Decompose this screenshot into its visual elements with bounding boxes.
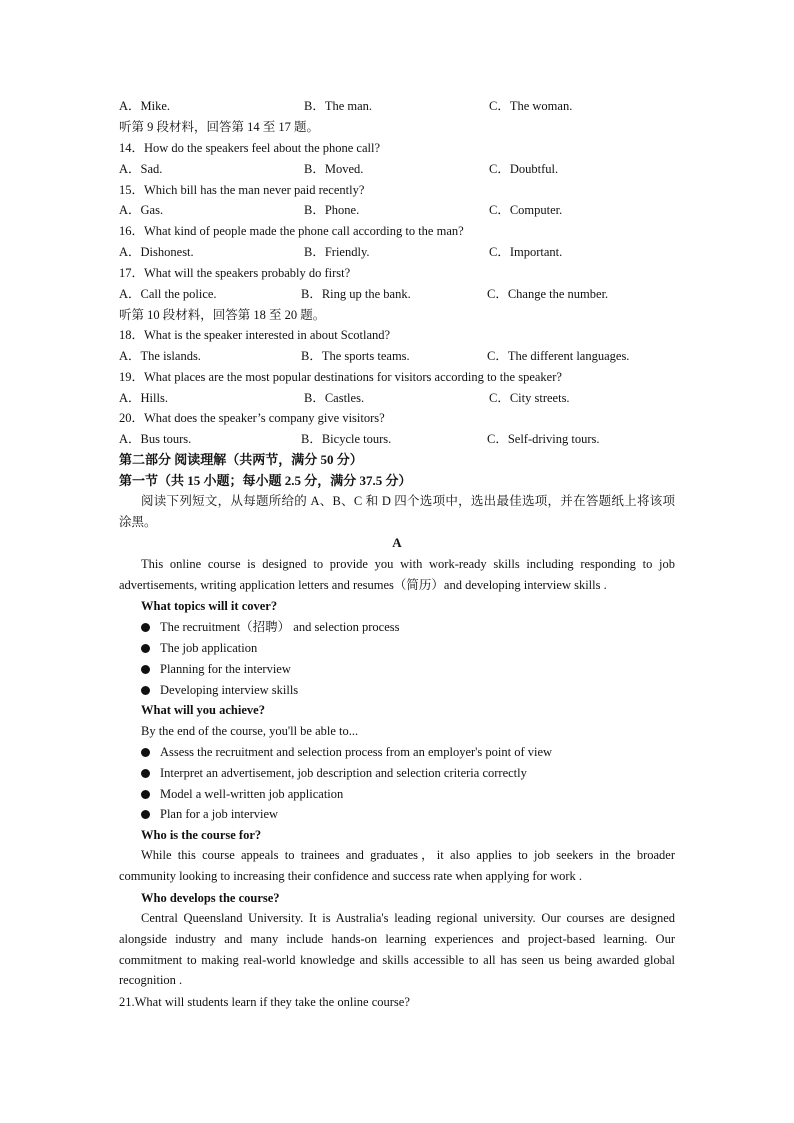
question-stem: 18．What is the speaker interested in about Scotland?: [119, 328, 391, 342]
option-a: A．Dishonest.: [119, 245, 194, 259]
bullet-icon: [141, 790, 150, 799]
option-c: C．Computer.: [489, 203, 563, 217]
option-a: A．Gas.: [119, 203, 164, 217]
passage-intro: This online course is designed to provide you with work-ready skills including responding to job advertisements, writing application letters and resumes（简历）and developing interview skills .: [119, 557, 675, 592]
question-stem: 20．What does the speaker’s company give visitors?: [119, 411, 385, 425]
heading-audience: Who is the course for?: [141, 828, 262, 842]
list-item: Developing interview skills: [141, 682, 661, 698]
list-item: Plan for a job interview: [141, 806, 661, 822]
heading-developer: Who develops the course?: [141, 891, 280, 905]
option-b: B．Phone.: [304, 203, 360, 217]
question-stem: 19．What places are the most popular destinations for visitors according to the speaker?: [119, 370, 562, 384]
bullet-icon: [141, 623, 150, 632]
option-c: C．Change the number.: [487, 287, 609, 301]
list-item: Planning for the interview: [141, 661, 661, 677]
list-item: The job application: [141, 640, 661, 656]
option-a: A．Hills.: [119, 391, 168, 405]
passage-label: A: [392, 535, 402, 550]
part2-title: 第二部分 阅读理解（共两节，满分 50 分）: [119, 452, 363, 467]
question-stem: 17．What will the speakers probably do first?: [119, 266, 351, 280]
heading-achieve: What will you achieve?: [141, 703, 265, 717]
q13-option-c: C．The woman.: [489, 99, 573, 113]
list-item: Interpret an advertisement, job description and selection criteria correctly: [141, 765, 661, 781]
option-c: C．Self-driving tours.: [487, 432, 600, 446]
question-21-stem: 21.What will students learn if they take the online course?: [119, 995, 410, 1009]
option-c: C．City streets.: [489, 391, 570, 405]
section1-title: 第一节（共 15 小题；每小题 2.5 分，满分 37.5 分）: [119, 473, 412, 488]
audience-text: While this course appeals to trainees and graduates，it also applies to job seekers in the broader community looking to increasing their confidence and success rate when applying for work .: [119, 848, 675, 883]
option-b: B．Friendly.: [304, 245, 370, 259]
q13-option-a: A．Mike.: [119, 99, 171, 113]
option-a: A．Sad.: [119, 162, 163, 176]
option-b: B．Castles.: [304, 391, 365, 405]
option-a: A．Bus tours.: [119, 432, 192, 446]
option-b: B．The sports teams.: [301, 349, 410, 363]
list-item: Assess the recruitment and selection process from an employer's point of view: [141, 744, 661, 760]
option-b: B．Bicycle tours.: [301, 432, 392, 446]
option-b: B．Ring up the bank.: [301, 287, 411, 301]
question-stem: 14．How do the speakers feel about the phone call?: [119, 141, 381, 155]
option-a: A．Call the police.: [119, 287, 217, 301]
question-stem: 16．What kind of people made the phone call according to the man?: [119, 224, 464, 238]
achieve-lead: By the end of the course, you'll be able to...: [141, 724, 359, 738]
bullet-icon: [141, 769, 150, 778]
heading-topics: What topics will it cover?: [141, 599, 278, 613]
question-stem: 15．Which bill has the man never paid recently?: [119, 183, 365, 197]
bullet-icon: [141, 644, 150, 653]
section10-heading: 听第 10 段材料，回答第 18 至 20 题。: [119, 308, 326, 322]
bullet-icon: [141, 810, 150, 819]
option-c: C．Doubtful.: [489, 162, 559, 176]
option-c: C．The different languages.: [487, 349, 630, 363]
developer-text: Central Queensland University. It is Australia's leading regional university. Our courses are designed alongside industry and many include hands-on learning experiences and project-based learning. Our commitment to making real-world knowledge and skills accessible to all has seen us being awarded global recognition .: [119, 911, 675, 988]
option-b: B．Moved.: [304, 162, 364, 176]
q13-option-b: B．The man.: [304, 99, 373, 113]
section9-heading: 听第 9 段材料，回答第 14 至 17 题。: [119, 120, 320, 134]
option-c: C．Important.: [489, 245, 563, 259]
bullet-icon: [141, 748, 150, 757]
list-item: The recruitment（招聘） and selection process: [141, 619, 661, 635]
bullet-icon: [141, 665, 150, 674]
bullet-icon: [141, 686, 150, 695]
list-item: Model a well-written job application: [141, 786, 661, 802]
option-a: A．The islands.: [119, 349, 201, 363]
instructions: 阅读下列短文，从每题所给的 A、B、C 和 D 四个选项中，选出最佳选项，并在答题纸上将该项涂黑。: [119, 494, 675, 529]
